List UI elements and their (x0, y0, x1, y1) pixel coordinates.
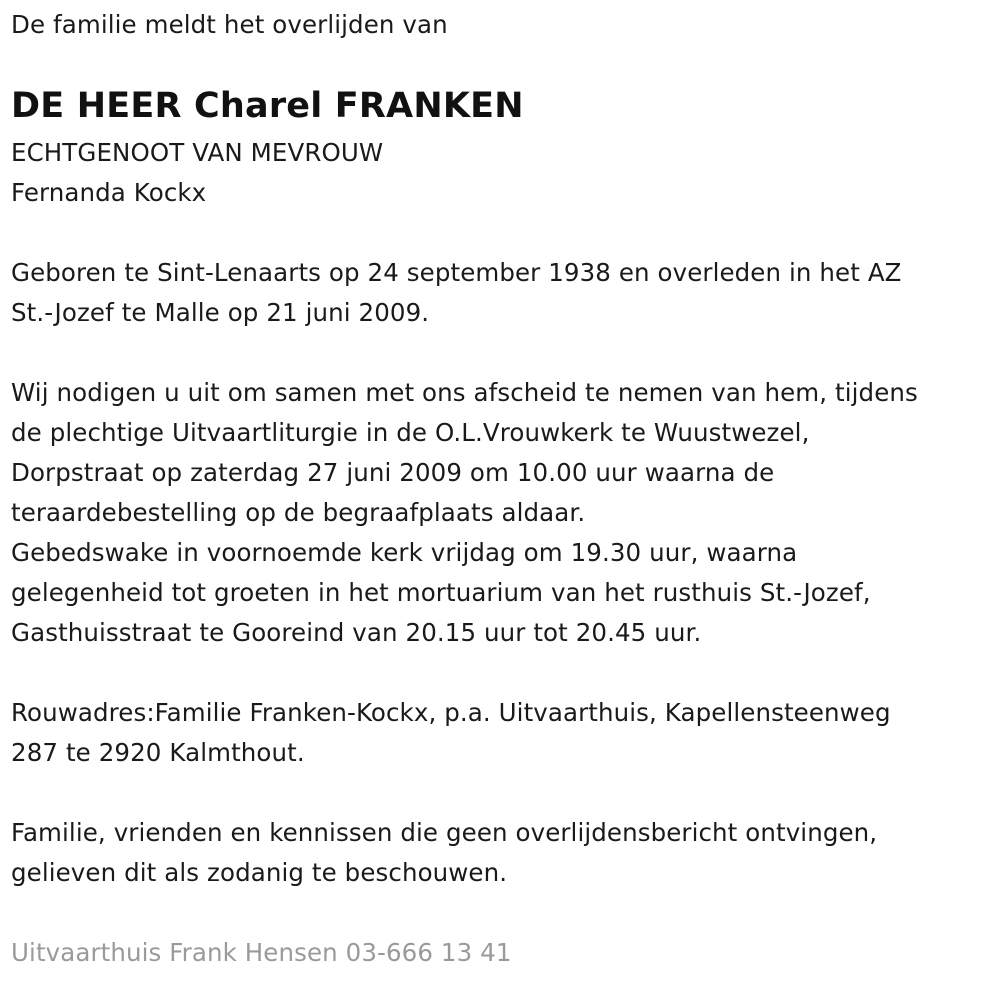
paragraph-line: Dorpstraat op zaterdag 27 juni 2009 om 10.00 uur waarna de (11, 458, 775, 487)
paragraph-line: de plechtige Uitvaartliturgie in de O.L.Vrouwkerk te Wuustwezel, (11, 418, 810, 447)
paragraph-line: gelegenheid tot groeten in het mortuarium van het rusthuis St.-Jozef, (11, 578, 871, 607)
paragraph-line: Gasthuisstraat te Gooreind van 20.15 uur tot 20.45 uur. (11, 618, 702, 647)
paragraph-line: St.-Jozef te Malle op 21 juni 2009. (11, 298, 430, 327)
paragraph-line: Gebedswake in voornoemde kerk vrijdag om 19.30 uur, waarna (11, 538, 798, 567)
paragraph-line: teraardebestelling op de begraafplaats aldaar. (11, 498, 586, 527)
paragraph-line: Wij nodigen u uit om samen met ons afscheid te nemen van hem, tijdens (11, 378, 918, 407)
spouse-label: ECHTGENOOT VAN MEVROUW (11, 138, 384, 167)
paragraph-line: 287 te 2920 Kalmthout. (11, 738, 305, 767)
paragraph-line: Rouwadres:Familie Franken-Kockx, p.a. Uitvaarthuis, Kapellensteenweg (11, 698, 891, 727)
paragraph-line: Geboren te Sint-Lenaarts op 24 september 1938 en overleden in het AZ (11, 258, 902, 287)
intro-text: De familie meldt het overlijden van (11, 10, 448, 39)
deceased-name: DE HEER Charel FRANKEN (11, 86, 524, 126)
funeral-home-footer: Uitvaarthuis Frank Hensen 03-666 13 41 (11, 938, 512, 967)
paragraph-line: gelieven dit als zodanig te beschouwen. (11, 858, 508, 887)
spouse-name: Fernanda Kockx (11, 178, 207, 207)
paragraph-line: Familie, vrienden en kennissen die geen overlijdensbericht ontvingen, (11, 818, 878, 847)
